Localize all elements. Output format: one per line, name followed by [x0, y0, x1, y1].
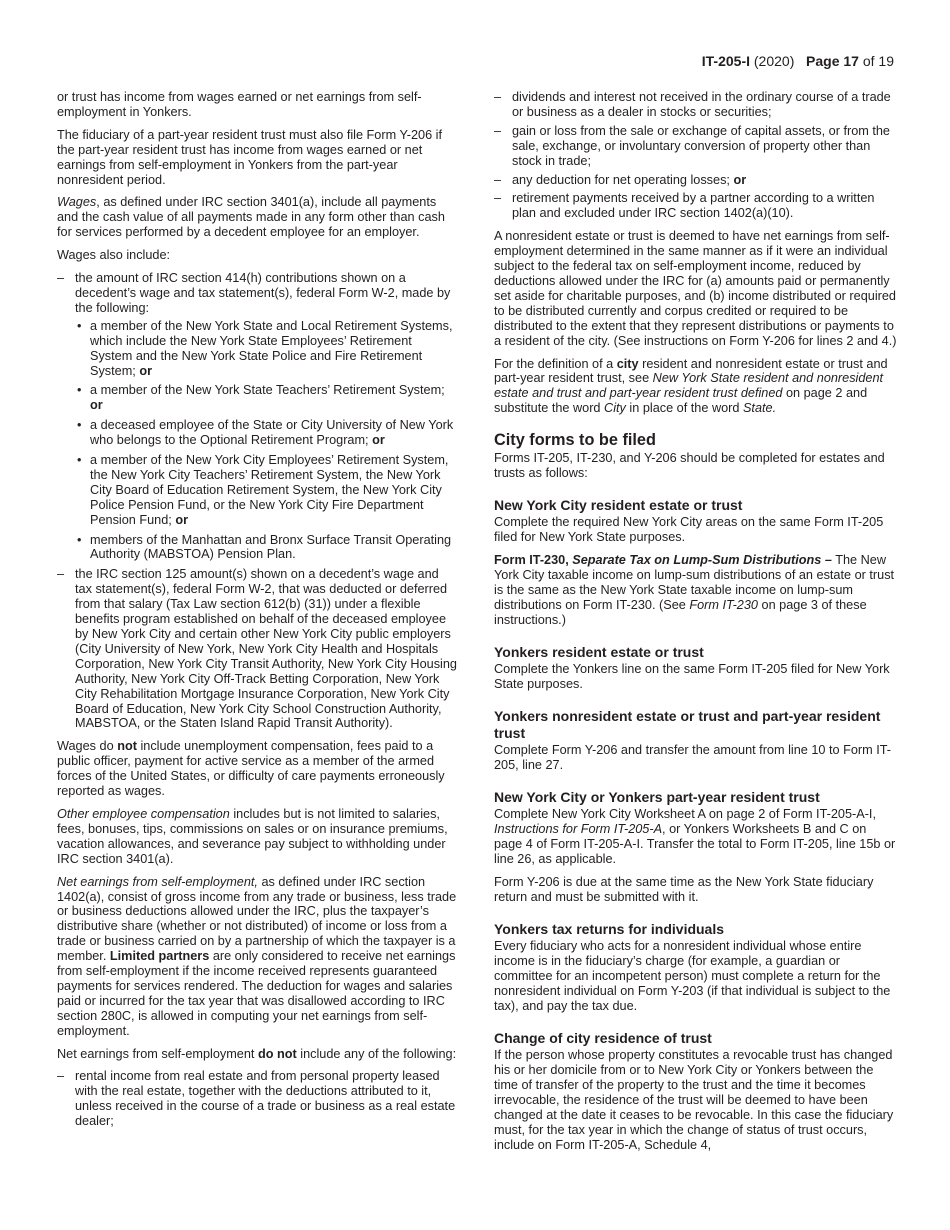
list-item: • a member of the New York State and Local Retirement Systems, which include the New York State Employees’ Retirement System and the New York State Police and Fire Retirement System; or — [75, 319, 457, 379]
paragraph: Other employee compensation includes but is not limited to salaries, fees, bonuses, tips, commissions on sales or on insurance premiums, vacation allowances, and severance pay subject to withholding under IRC section 3401(a). — [57, 806, 448, 866]
list-item: • a deceased employee of the State or City University of New York who belongs to the Optional Retirement Program; or — [75, 418, 457, 448]
subsection-heading: Yonkers resident estate or trust — [494, 643, 704, 660]
list-item: – rental income from real estate and from personal property leased with the real estate, together with the deductions attributed to it, unless received in the course of a trade or business as a real estate dealer; — [57, 1069, 457, 1129]
paragraph: For the definition of a city resident and nonresident estate or trust and part-year resident trust, see New York State resident and nonresident estate and trust and part-year resident trust defined on page 2 and substitute the word City in place of the word State. — [494, 356, 888, 416]
dash-list — [57, 1069, 457, 1129]
section-heading: City forms to be filed — [494, 431, 656, 450]
subsection-heading: Yonkers nonresident estate or trust and part-year resident trust — [494, 708, 881, 741]
subsection-heading: Yonkers tax returns for individuals — [494, 920, 725, 937]
list-item: – gain or loss from the sale or exchange of capital assets, or from the sale, exchange, or involuntary conversion of property other than stock in trade; — [494, 124, 898, 169]
list-item: – the amount of IRC section 414(h) contributions shown on a decedent’s wage and tax statement(s), federal Form W-2, made by the following: • a member of the New York State and Local Retirement Systems, which include the New York State Employees’ Retirement System and the New York State Police and Fire Retirement System; or • a member of the New York State Teachers’ Retirement System; or • a deceased employee of the State or City University of New York who belongs to the Optional Retirement Program; or • a member of the New York City Employees’ Retirement System, the New York City Teachers’ Retirement System, the New York City Board of Education Retirement System, the New York City Police Pension Fund, or the New York City Fire Department Pension Fund; or • members of the Manhattan and Bronx Surface Transit Operating Authority (MABSTOA) Pension Plan. — [57, 271, 457, 562]
list-item: – dividends and interest not received in the ordinary course of a trade or business as a dealer in stocks or securities; — [494, 90, 898, 120]
form-number: IT-205-I — [701, 53, 750, 69]
wages-definition: Wages, as defined under IRC section 3401(a), include all payments and the cash value of all payments made in any form other than cash for services performed by a decedent employee for an employer. — [57, 195, 445, 240]
form-year: (2020) — [753, 53, 795, 69]
paragraph: Forms IT-205, IT-230, and Y-206 should be completed for estates and trusts as follows: — [494, 451, 885, 481]
subsection-heading: Change of city residence of trust — [494, 1029, 712, 1046]
paragraph: Complete Form Y-206 and transfer the amount from line 10 to Form IT-205, line 27. — [494, 743, 892, 772]
page-number: Page 17 — [806, 53, 859, 69]
paragraph: A nonresident estate or trust is deemed to have net earnings from self-employment determined in the same manner as if it were an individual subject to the federal tax on self-employment income, reduced by deductions allowed under the IRC for (a) amounts paid or permanently set aside for charitable purposes, and (b) income distributed or required to be distributed currently and corpus credited or required to be distributed to the extent that they represent distributions or payments to a resident of the city. (See instructions on Form Y-206 for lines 2 and 4.) — [494, 229, 897, 348]
page-total: of 19 — [862, 53, 894, 69]
dash-list — [494, 90, 898, 221]
term: Wages — [57, 195, 97, 210]
paragraph: Complete the Yonkers line on the same Form IT-205 filed for New York State purposes. — [494, 662, 890, 692]
list-item: • members of the Manhattan and Bronx Surface Transit Operating Authority (MABSTOA) Pension Plan. — [75, 533, 457, 563]
list-item: • a member of the New York City Employees’ Retirement System, the New York City Teachers’ Retirement System, the New York City Board of Education Retirement System, the New York City Police Pension Fund, or the New York City Fire Department Pension Fund; or — [75, 453, 457, 528]
paragraph: Every fiduciary who acts for a nonresident individual whose entire income is in the fiduciary’s charge (for example, a guardian or committee for an incompetent person) must complete a return for the nonresident individual on Form Y-203 (if that individual is subject to the tax), and pay the tax due. — [494, 939, 891, 1013]
paragraph: Complete the required New York City areas on the same Form IT-205 filed for New York State purposes. — [494, 515, 884, 545]
page-header — [702, 53, 894, 69]
list-item: • a member of the New York State Teachers’ Retirement System; or — [75, 383, 457, 413]
subsection-heading: New York City or Yonkers part-year resident trust — [494, 788, 820, 805]
paragraph: Form Y-206 is due at the same time as the New York State fiduciary return and must be submitted with it. — [494, 875, 874, 904]
left-column — [57, 90, 457, 1137]
paragraph: If the person whose property constitutes a revocable trust has changed his or her domicile from or to New York City or Yonkers between the time of transfer of the property to the trust and the time it becomes irrevocable, the residence of the trust will be deemed to have been changed at the date it ceases to be revocable. In this case the fiduciary must, for the tax year in which the change of status of trust occurs, include on Form IT-205-A, Schedule 4, — [494, 1048, 894, 1152]
paragraph: Complete New York City Worksheet A on page 2 of Form IT-205-A-I, Instructions for Form IT-205-A, or Yonkers Worksheets B and C on page 4 of Form IT-205-A-I. Transfer the total to Form IT-205, line 15b or line 26, as applicable. — [494, 807, 896, 867]
paragraph: Net earnings from self-employment do not include any of the following: — [57, 1046, 457, 1061]
dash-list — [57, 271, 457, 731]
list-item: – the IRC section 125 amount(s) shown on a decedent’s wage and tax statement(s), federal Form W-2, that was deducted or deferred from that salary (Tax Law section 612(b) (31)) under a flexible benefits program established on behalf of the deceased employee by New York City and certain other New York City public employers (City University of New York, New York City Health and Hospitals Corporation, New York City Transit Authority, New York City Housing Authority, New York City Off-Track Betting Corporation, New York City Rehabilitation Mortgage Insurance Corporation, New York City Board of Education, New York City School Construction Authority, MABSTOA, or the Staten Island Rapid Transit Authority). — [57, 567, 457, 731]
list-item: – any deduction for net operating losses; or — [494, 173, 898, 188]
paragraph: Net earnings from self-employment, as defined under IRC section 1402(a), consist of gross income from any trade or business, less trade or business deductions allowed under the IRC, plus the taxpayer’s distributive share (whether or not distributed) of income or loss from a trade or business carried on by a partnership of which the taxpayer is a member. Limited partners are only considered to receive net earnings from self-employment if the income received represents guaranteed payments for services rendered. The deduction for wages and salaries paid or incurred for the tax year that was disallowed according to IRC section 280C, is allowed in computing your net earnings from self-employment. — [57, 874, 457, 1038]
paragraph: Form IT-230, Separate Tax on Lump-Sum Distributions – The New York City taxable income on lump-sum distributions of an estate or trust is the same as the New York State taxable income on lump-sum distributions on Form IT-230. (See Form IT-230 on page 3 of these instructions.) — [494, 553, 895, 627]
paragraph: or trust has income from wages earned or net earnings from self-employment in Yonkers. — [57, 90, 422, 119]
bullet-list — [75, 319, 457, 563]
right-column — [494, 90, 898, 1161]
paragraph: Wages do not include unemployment compensation, fees paid to a public officer, payment for active service as a member of the armed forces of the United States, or difficulty of care payments erroneously reported as wages. — [57, 739, 445, 799]
list-item: – retirement payments received by a partner according to a written plan and excluded under IRC section 1402(a)(10). — [494, 191, 898, 221]
subsection-heading: New York City resident estate or trust — [494, 496, 743, 513]
paragraph: Wages also include: — [57, 248, 171, 263]
paragraph: The fiduciary of a part-year resident trust must also file Form Y-206 if the part-year resident trust has income from wages earned or net earnings from self-employment in Yonkers from the part-year nonresident period. — [57, 127, 443, 187]
